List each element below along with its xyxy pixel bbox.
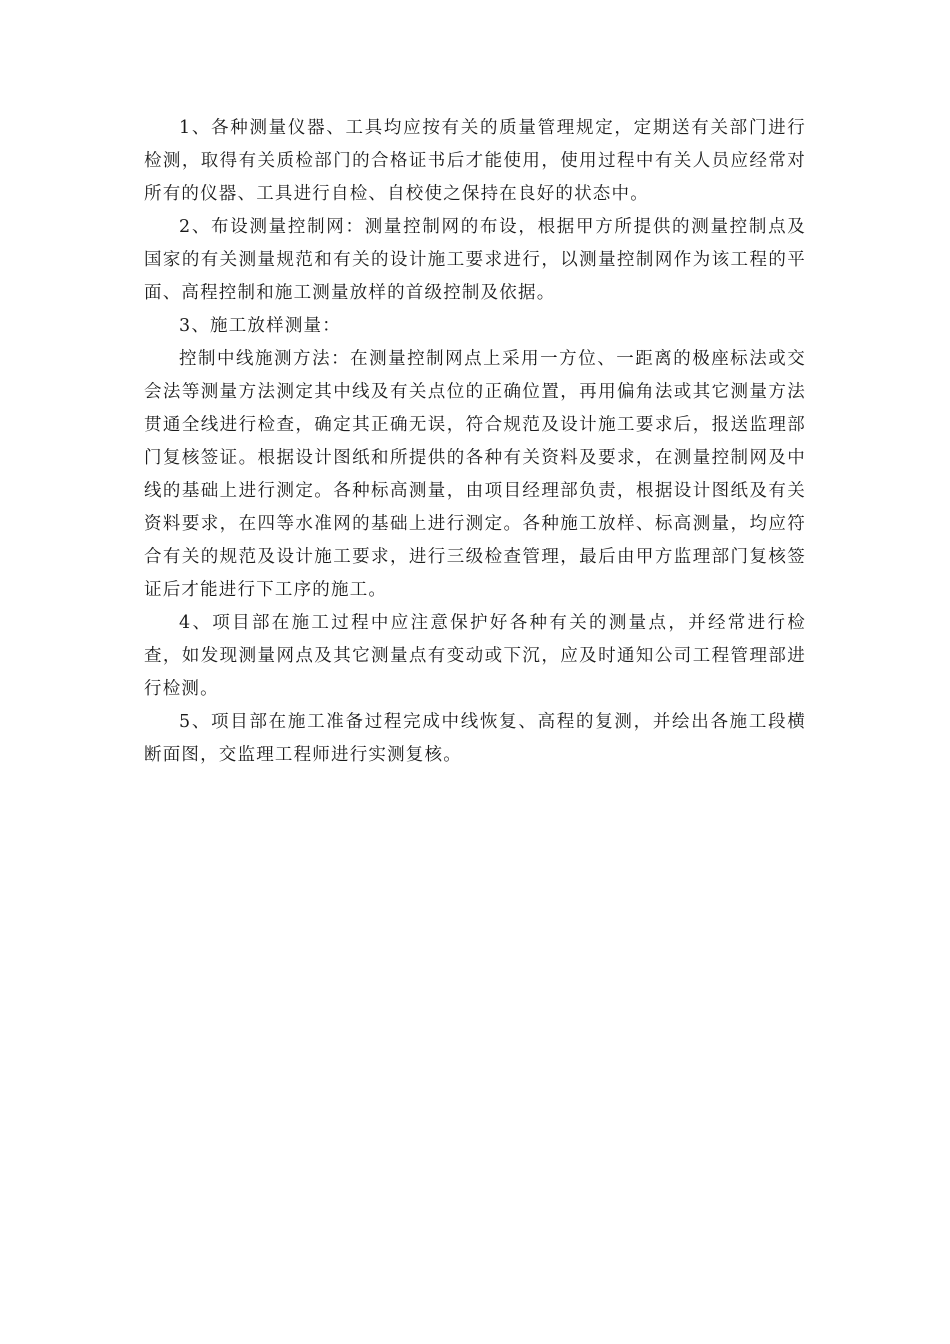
paragraph-centerline-method: 控制中线施测方法：在测量控制网点上采用一方位、一距离的极座标法或交会法等测量方法测定其中线及有关点位的正确位置，再用偏角法或其它测量方法贯通全线进行检查，确定其正确无误，符合规范及设计施工要求后，报送监理部门复核签证。根据设计图纸和所提供的各种有关资料及要求，在测量控制网及中线的基础上进行测定。各种标高测量，由项目经理部负责，根据设计图纸及有关资料要求，在四等水准网的基础上进行测定。各种施工放样、标高测量，均应符合有关的规范及设计施工要求，进行三级检查管理，最后由甲方监理部门复核签证后才能进行下工序的施工。 bbox=[144, 349, 806, 600]
paragraph-preparation-resurvey: 5、项目部在施工准备过程完成中线恢复、高程的复测，并绘出各施工段横断面图，交监理工程师进行实测复核。 bbox=[144, 712, 806, 765]
paragraph-control-network: 2、布设测量控制网：测量控制网的布设，根据甲方所提供的测量控制点及国家的有关测量规范和有关的设计施工要求进行，以测量控制网作为该工程的平面、高程控制和施工测量放样的首级控制及依据。 bbox=[144, 217, 806, 303]
paragraph-survey-point-protection: 4、项目部在施工过程中应注意保护好各种有关的测量点，并经常进行检查，如发现测量网点及其它测量点有变动或下沉，应及时通知公司工程管理部进行检测。 bbox=[144, 613, 806, 699]
paragraph-instrument-calibration: 1、各种测量仪器、工具均应按有关的质量管理规定，定期送有关部门进行检测，取得有关质检部门的合格证书后才能使用，使用过程中有关人员应经常对所有的仪器、工具进行自检、自校使之保持在良好的状态中。 bbox=[144, 118, 806, 204]
paragraph-layout-survey-heading: 3、施工放样测量： bbox=[179, 316, 341, 336]
document-body bbox=[144, 112, 806, 772]
